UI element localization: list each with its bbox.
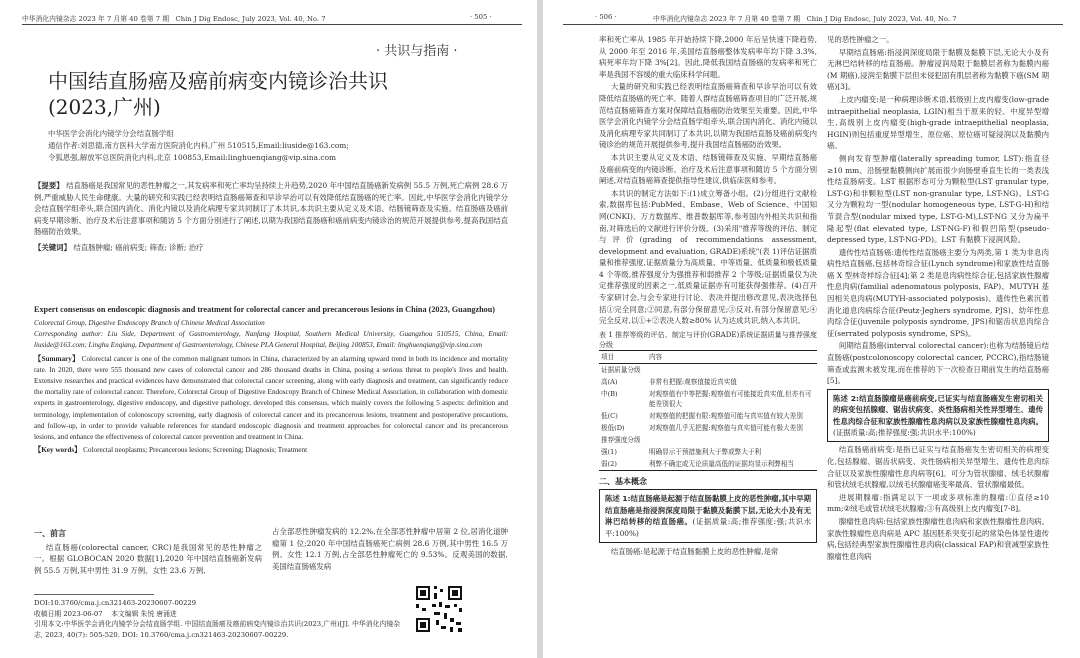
column-label: · 共识与指南 · <box>376 44 458 59</box>
table-row <box>599 376 817 388</box>
received-date: 收稿日期 2023-06-07 <box>34 609 103 618</box>
preface-col-1 <box>34 526 262 577</box>
journal-title-cn: 中华消化内镜杂志 2023 年 7 月第 40 卷第 7 期 <box>22 15 170 23</box>
body-paragraph: 大量的研究和实践已经表明结直肠癌筛查和早诊早治可以有效降低结直肠癌的死亡率。随着人群结直肠癌筛查项目的广泛开展,规范结直肠癌筛查方案对保障结直肠癌防治效果至关重要。因此,中华医学会消化内镜学分会结直肠学组牵头,联合国内消化、消化内镜以及消化病理专家共同制订了本共识,以期为我国结直肠及癌前病变内镜诊治的规范开展提供参考,提升我国结直肠癌防治效果。 <box>599 82 817 150</box>
body-paragraph: 侧向发育型肿瘤(laterally spreading tumor, LST):指直径≥10 mm、沿肠壁黏膜侧向扩展而很少向肠壁垂直生长的一类表浅性结直肠病变。LST 根据形态可分为颗粒型(LST granular type, LST-G)和非颗粒型(LST non-granular type, LST-NG)。LST-G 又分为颗粒均一型(nodular homogeneous type, LST-G-H)和结节混合型(nodular mixed type, LST-G-M),LST-NG 又分为扁平隆起型(flat elevated type, LST-NG-F)和假凹陷型(pseudo-depressed type, LST-NG-PD)。LST 有黏膜下浸润风险。 <box>827 153 1049 245</box>
running-header-left <box>22 13 326 23</box>
body-paragraph: 上皮内瘤变:是一种病理诊断术语,低级别上皮内瘤变(low-grade intraepithelial neoplasia, LGIN)相当于原来的轻、中度异型增生,高级别上皮内瘤变(high-grade intraepithelial neoplasia, HGIN)则包括重度异型增生、原位癌、原位癌可疑浸润以及黏膜内癌。 <box>827 94 1049 151</box>
body-paragraph: 本共识主要从定义及术语、结肠镜筛查及实施、早期结直肠癌及癌前病变的内镜诊断、治疗及术后注意事项和随访 5 个方面分别阐述,对结直肠癌筛查提供指导性建议,供临床医师参考。 <box>599 152 817 186</box>
statement-lead: 陈述 1: <box>605 494 631 504</box>
table-cell: 强(1) <box>601 447 617 456</box>
body-paragraph: 遗传性结直肠癌:遗传性结直肠癌主要分为两类,第 1 类为非息肉病性结直肠癌,包括林奇综合征(Lynch syndrome)和家族性结直肠癌 X 型林奇样综合征[4];第 2 类是息肉病性综合征,包括家族性腺瘤性息肉病(familial adenomatous polyposis, FAP)、MUTYH 基因相关息肉病(MUTYH-associated polyposis)、遗传性色素沉着消化道息肉病综合征(Peutz-Jeghers syndrome, PJS)、幼年性息肉综合征(juvenile polyposis syndrome, JPS)和锯齿状息肉综合征(serrated polyposis syndrome, SPS)。 <box>827 247 1049 338</box>
preface-heading: 一、前言 <box>34 529 66 538</box>
table-cell: 弱(2) <box>601 459 617 468</box>
journal-page-505 <box>0 0 537 658</box>
table-cell: 对观察值几乎无把握:观察值与真实值可能有极大差别 <box>648 423 803 432</box>
qr-code-image <box>414 584 464 634</box>
body-paragraph: 结直肠癌前病变:是指已证实与结直肠癌发生密切相关的病理变化,包括腺瘤、锯齿状病变、炎性肠病相关异型增生、遗传性息肉综合征以及家族性腺瘤性息肉病等[6]。可分为管状腺瘤、绒毛状腺瘤和管状绒毛状腺瘤,以绒毛状腺瘤癌变率最高、管状腺瘤最低。 <box>827 445 1049 490</box>
table-cell: 低(C) <box>601 411 618 420</box>
statement-box-2 <box>827 389 1049 443</box>
correspondence-1: 通信作者:刘思德,南方医科大学南方医院消化内科,广州 510515,Email:liuside@163.com; <box>48 141 349 150</box>
statement-meta: (证据质量:高;推荐强度:强;共识水平:100%) <box>605 517 811 538</box>
body-paragraph: 间期结直肠癌(interval colorectal cancer):也称为结肠镜后结直肠癌(postcolonoscopy colorectal cancer, PCCRC),指结肠镜筛查或监测未被发现,而在推荐的下一次检查日期前发生的结直肠癌[5]。 <box>827 341 1049 386</box>
body-paragraph: 结直肠癌:是起源于结直肠黏膜上皮的恶性肿瘤,是常 <box>610 547 779 557</box>
abstract-label: 【提要】 <box>34 181 64 190</box>
body-paragraph: 见的恶性肿瘤之一。 <box>827 35 894 44</box>
doi: DOI:10.3760/cma.j.cn321463-20230607-00229 <box>34 599 197 607</box>
summary-text: Colorectal cancer is one of the common malignant tumors in China, characterized by an alarming upward trend in both its incidence and mortality rate. In 2020, there were 555 thousand new cases of colorectal cancer and 286 thousand deaths in China, posing a serious threat to people's lives and health. Extensive researches and practical evidences have demonstrated that colorectal cancer screening, along with early diagnosis and treatment, can significantly reduce the mortality rate of colorectal cancer. Therefore, Colorectal Group of Digestive Endoscopy Branch of Chinese Medical Association, in collaboration with domestic experts in gastroenterology, digestive endoscopy, and digestive pathology, developed this consensus, which mainly covers the following 5 aspects: definition and terminology, implementation of colonoscopy screening, early diagnosis of colorectal cancer and its precancerous lesions, treatment and postoperative precautions, and follow-up, in order to provide valuable references for standard endoscopic diagnosis and treatment approaches for colorectal cancer and its precancerous lesions, and enhance the effectiveness of colorectal cancer prevention and treatment in China. <box>34 354 509 442</box>
table-header-cell: 项目 <box>601 352 615 361</box>
table-header-row <box>599 350 817 363</box>
abstract-cn <box>34 180 508 254</box>
table-cell: 对观察值有中等把握:观察值有可能接近真实值,但亦有可能差别很大 <box>648 389 812 408</box>
running-header-right <box>653 13 957 23</box>
statement-text: 结直肠癌是起源于结直肠黏膜上皮的恶性肿瘤,其中早期结直肠癌是指浸润深度局限于黏膜及黏膜下层,无论大小及有无淋巴结转移的结直肠癌。 <box>605 494 812 527</box>
keywords-label: 【关键词】 <box>34 242 71 252</box>
table-row <box>599 410 817 422</box>
page-title <box>48 68 388 120</box>
title-line-1: 中国结直肠癌及癌前病变内镜诊治共识 <box>48 69 388 93</box>
right-column-1 <box>599 34 817 559</box>
journal-title-en: Chin J Dig Endosc, July 2023, Vol. 40, No. 7 <box>806 15 957 23</box>
abstract-en <box>34 304 508 456</box>
statement-box-1 <box>599 489 817 543</box>
title-line-2: (2023,广州) <box>48 95 161 119</box>
abstract-text: 结直肠癌是我国常见的恶性肿瘤之一,其发病率和死亡率均呈持续上升趋势,2020 年中国结直肠癌新发病例 55.5 万例,死亡病例 28.6 万例,严重威胁人民生命健康。大量的研究和实践已经表明结直肠癌筛查和早诊早治可以有效降低结直肠癌的死亡率。因此,中华医学会消化内镜学分会结直肠学组牵头,联合国内消化、消化内镜以及消化病理专家共同制订了本共识,本共识主要从定义及术语、结肠镜筛查及实施、结直肠癌及癌前病变早期诊断、治疗及术后注意事项和随访 5 个方面分别进行了阐述,以期为我国结直肠癌和癌前病变内镜诊治的规范开展提供参考,提高我国结直肠癌防治效果。 <box>34 181 508 237</box>
page-number: · 506 · <box>595 13 617 21</box>
table-group-row <box>599 363 817 376</box>
page-number: · 505 · <box>470 13 492 21</box>
table-cell: 对观察值的把握有限:观察值可能与真实值有较大差别 <box>648 411 803 420</box>
statement-text: 结直肠腺瘤是癌前病变,已证实与结直肠癌发生密切相关的病变包括腺瘤、锯齿状病变、炎性肠病相关性异型增生、遗传性息肉综合征和家族性腺瘤性息肉病以及家族性腺瘤性息肉病。 <box>833 393 1043 426</box>
footnote-rule <box>34 594 154 595</box>
table-row <box>599 388 817 410</box>
correspondence-2: 令狐恩强,解放军总医院消化内科,北京 100853,Email:linghuenqiang@vip.sina.com <box>48 153 337 162</box>
body-paragraph: 进展期腺瘤:指满足以下一项或多项标准的腺瘤:①直径≥10 mm;②绒毛或管状绒毛状腺瘤;③有高级别上皮内瘤变[7-8]。 <box>827 492 1049 514</box>
body-paragraph: 早期结直肠癌:指浸润深度局限于黏膜及黏膜下层,无论大小及有无淋巴结转移的结直肠癌。肿瘤浸润局限于黏膜层者称为黏膜内癌(M 期癌),浸润至黏膜下层但未侵犯固有肌层者称为黏膜下癌(SM 期癌)[3]。 <box>827 47 1049 92</box>
table-cell: 极低(D) <box>601 423 625 432</box>
right-column-2 <box>827 34 1049 563</box>
table-row <box>599 458 817 471</box>
table-row <box>599 422 817 434</box>
table-header-cell: 内容 <box>648 352 663 361</box>
journal-page-506 <box>543 0 1080 658</box>
journal-title-en: Chin J Dig Endosc, July 2023, Vol. 40, No. 7 <box>175 15 326 23</box>
author-organization: 中华医学会消化内镜学分会结直肠学组 <box>48 129 174 138</box>
table-group-row <box>599 434 817 446</box>
preface-paragraph: 占全部恶性肿瘤发病的 12.2%,在全部恶性肿瘤中居第 2 位,居消化道肿瘤第 1 位;2020 年中国结直肠癌死亡病例 28.6 万例,其中男性 16.5 万例、女性 12.1 万例,占全部恶性肿瘤死亡的 9.53%。反观美国的数据,美国结直肠癌发病 <box>272 527 508 571</box>
table-group-label: 证据质量分级 <box>601 365 641 374</box>
table-cell: 明确显示干预措施利大于弊或弊大于利 <box>648 447 762 456</box>
english-branch: Colorectal Group, Digestive Endoscopy Branch of Chinese Medical Association <box>34 319 265 327</box>
table-row <box>599 446 817 458</box>
table-cell: 高(A) <box>601 377 618 386</box>
grade-table <box>599 350 817 471</box>
keywords-cn: 结直肠肿瘤; 癌前病变; 筛查; 诊断; 治疗 <box>73 242 204 252</box>
table-cell: 利弊不确定或无论质量高低的证据均显示利弊相当 <box>648 459 795 468</box>
table-caption: 表 1 推荐等级的评估、制定与评价(GRADE)系统证据质量与推荐强度分级 <box>599 330 817 349</box>
journal-title-cn: 中华消化内镜杂志 2023 年 7 月第 40 卷第 7 期 <box>653 15 801 23</box>
footnote-block <box>34 598 400 640</box>
citation: 引用本文:中华医学会消化内镜学分会结直肠学组. 中国结直肠癌及癌前病变内镜诊治共识(2023,广州)[J]. 中华消化内镜杂志, 2023, 40(7): 505-520. DOI: 10.3760/cma.j.cn321463-20230607-00229. <box>34 620 400 639</box>
english-correspondence: Corresponding author: Liu Side, Department of Gastroenterology, Nanfang Hospital, Southern Medical University, Guangzhou 510515, China, Email: liuside@163.com; Linghu Enqiang, Department of Gastroenterology, Chinese PLA General Hospital, Beijing 100853, Email: linghuenqiang@vip.sina.com <box>34 330 508 350</box>
body-paragraph: 本共识的制定方法如下:(1)成立筹备小组。(2)分组进行文献检索,数据库包括:PubMed、Embase、Web of Science、中国知网(CNKI)、万方数据库、维普数据库等,参考国内外相关共识和指南,对筛选后的文献进行评价分级。(3)采用"推荐等级的评估、制定与评价(grading of recommendations assessment, development and evaluation, GRADE)系统"(表 1)评估证据质量和推荐强度,证据质量分为高质量、中等质量、低质量和极低质量 4 个等级,推荐强度分为强推荐和弱推荐 2 个等级;证据质量仅为决定推荐强度的因素之一,低质量证据亦有可能获得强推荐。(4)召开专家研讨会,与会专家进行讨论、表决并提出修改意见,表决选择包括①完全同意;②同意,有部分保留意见;③反对,有部分保留意见;④完全反对,以①+②表决人数≥80% 认为达成共识,纳入本共识。 <box>599 188 817 326</box>
header-rule <box>22 24 522 25</box>
table-cell: 非常有把握:观察值接近真实值 <box>648 377 737 386</box>
preface-paragraph: 结直肠癌(colorectal cancer, CRC)是我国常见的恶性肿瘤之一。根据 GLOBOCAN 2020 数据[1],2020 年中国结直肠癌新发病例 55.5 万例,其中男性 31.9 万例、女性 23.6 万例, <box>34 542 262 575</box>
table-group-label: 推荐强度分级 <box>601 435 641 444</box>
statement-lead: 陈述 2: <box>833 393 859 403</box>
editors: 本文编辑 朱悦 唐涌进 <box>111 609 177 618</box>
preface-col-2 <box>272 526 508 573</box>
keywords-en: Colorectal neoplasms; Precancerous lesions; Screening; Diagnosis; Treatment <box>83 446 308 455</box>
english-title: Expert consensus on endoscopic diagnosis and treatment for colorectal cancer and precancerous lesions in China (2023, Guangzhou) <box>34 305 496 314</box>
author-block <box>48 128 518 164</box>
body-paragraph: 腺瘤性息肉病:包括家族性腺瘤性息肉病和家族性腺瘤性息肉病。家族性腺瘤性息肉病是 APC 基因胚系突变引起的常染色体显性遗传病,包括经典型家族性腺瘤性息肉病(classical FAP)和衰减型家族性腺瘤性息肉病 <box>827 517 1049 561</box>
english-keywords-label: 【Key words】 <box>34 446 82 455</box>
header-rule <box>563 24 1063 25</box>
section-heading: 二、基本概念 <box>599 476 647 486</box>
statement-meta: (证据质量:高;推荐强度:强;共识水平:100%) <box>833 428 976 438</box>
table-cell: 中(B) <box>601 389 618 398</box>
summary-label: 【Summary】 <box>34 354 80 363</box>
body-paragraph: 率和死亡率从 1985 年开始持续下降,2000 年后呈快速下降趋势,从 2000 年至 2016 年,美国结直肠癌整体发病率年均下降 3.3%,病死率年均下降 3%[2]。因此,降低我国结直肠癌的发病率和死亡率是我国不容缓的重大临床科学问题。 <box>599 35 817 79</box>
